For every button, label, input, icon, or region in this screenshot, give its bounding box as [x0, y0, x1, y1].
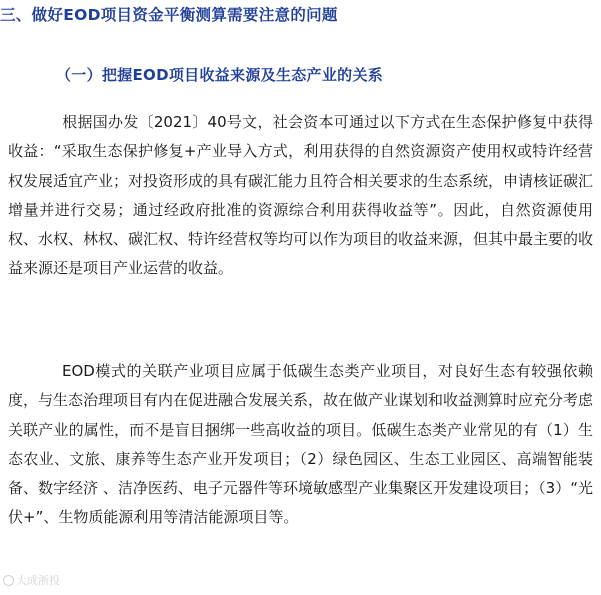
watermark — [3, 572, 60, 588]
watermark-text: 大成浙投 — [16, 574, 60, 587]
paragraph-related-industries — [8, 357, 593, 533]
paragraph-text: EOD模式的关联产业项目应属于低碳生态类产业项目，对良好生态有较强依赖度，与生态治理项目有内在促进融合发展关系，故在做产业谋划和收益测算时应充分考虑关联产业的属性，而不是盲目捆绑一些高收益的项目。低碳生态类产业常见的有（1）生态农业、文旅、康养等生态产业开发项目；（2）绿色园区、生态工业园区、高端智能装备、数字经济 、洁净医药、电子元器件等环境敏感型产业集聚区开发建设项目；（3）“光伏+”、生物质能源利用等清洁能源项目等。 — [8, 362, 594, 527]
watermark-logo-icon — [3, 575, 14, 586]
paragraph-income-sources — [8, 108, 593, 284]
section-heading: 三、做好EOD项目资金平衡测算需要注意的问题 — [0, 6, 338, 24]
subsection-heading: （一）把握EOD项目收益来源及生态产业的关系 — [56, 66, 384, 84]
paragraph-text: 根据国办发〔2021〕40号文，社会资本可通过以下方式在生态保护修复中获得收益：“采取生态保护修复+产业导入方式，利用获得的自然资源资产使用权或特许经营权发展适宜产业；对投资形成的具有碳汇能力且符合相关要求的生态系统，申请核证碳汇增量并进行交易；通过经政府批准的资源综合利用获得收益等”。因此，自然资源使用权、水权、林权、碳汇权、特许经营权等均可以作为项目的收益来源，但其中最主要的收益来源还是项目产业运营的收益。 — [8, 113, 594, 278]
